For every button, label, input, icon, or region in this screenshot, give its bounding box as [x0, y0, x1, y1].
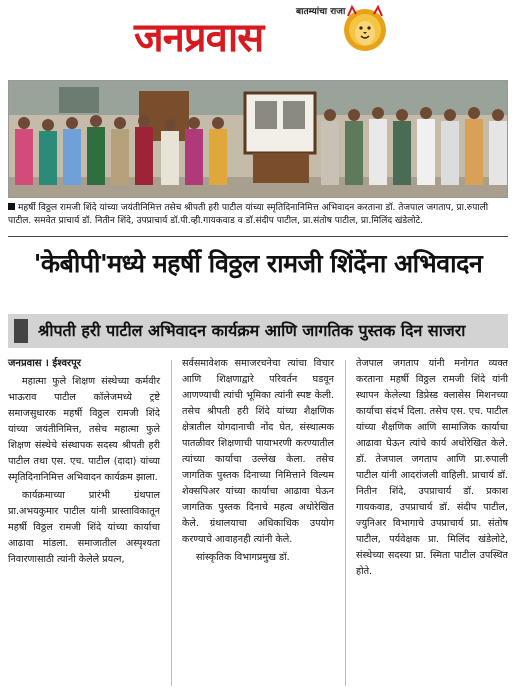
subhead-text: श्रीपती हरी पाटील अभिवादन कार्यक्रम आणि जागतिक पुस्तक दिन साजरा	[38, 321, 466, 340]
paragraph: सांस्कृतिक विभागप्रमुख डॉ.	[196, 552, 290, 563]
byline: जनप्रवास । ईश्वरपूर	[8, 358, 81, 369]
masthead-title: जनप्रवास	[134, 15, 264, 61]
paragraph: सर्वसमावेशक समाजरचनेचा त्यांचा विचार आणि शिक्षणाद्वारे परिवर्तन घडवून आणण्याची त्यांची भूमिका त्यांनी स्पष्ट केली. तसेच श्रीपती हरी शिंदे यांच्या शैक्षणिक क्षेत्रातील योगदानाची नोंद घेत, संस्थात्मक पातळीवर शिक्षणाची पायाभरणी करण्यातील त्यांच्या कार्याचा उल्लेख केला. तसेच जागतिक पुस्तक दिनाच्या निमित्ताने विल्यम शेक्सपिअर यांच्या कार्याचा आढावा घेऊन जागतिक पुस्तक दिनाचे महत्व अधोरेखित केले. ग्रंथालयाचा अधिकाधिक उपयोग करण्याचे आवाहनही त्यांनी केले.	[182, 358, 334, 545]
paragraph: महात्मा फुले शिक्षण संस्थेच्या कर्मवीर भाऊराव पाटील कॉलेजमध्ये ट्रष्टे समाजसुधारक महर्षी विठ्ठल रामजी शिंदे यांच्या जयंतीनिमित्त, तसेच महात्मा फुले शिक्षण संस्थेचे संस्थापक सदस्य श्रीपती हरी पाटील तथा एस. एच. पाटील (दादा) यांच्या स्मृतिदिनानिमित्त अभिवादन कार्यक्रम झाला.	[8, 376, 160, 483]
caption-bullet-icon	[8, 203, 15, 210]
lion-head-icon	[342, 4, 388, 58]
column-divider	[171, 360, 172, 686]
group-photo-illustration	[9, 81, 508, 198]
article-column-3	[356, 356, 508, 582]
subhead-bar-icon	[14, 319, 28, 343]
article-body	[8, 356, 508, 690]
divider	[8, 236, 508, 237]
article-column-1	[8, 356, 160, 570]
photo-caption	[8, 202, 510, 228]
headline: 'केबीपी'मध्ये महर्षी विठ्ठल रामजी शिंदेंना अभिवादन	[33, 249, 483, 278]
caption-text: महर्षी विठ्ठल रामजी शिंदे यांच्या जयंतीनिमित्त तसेच श्रीपती हरी पाटील यांच्या स्मृतिदिनानिमित्त अभिवादन करताना डॉ. तेजपाल जगताप, प्रा.रुपाली पाटील. समवेत प्राचार्य डॉ. नितीन शिंदे, उपप्राचार्य डॉ.पी.व्ही.गायकवाड व डॉ.संदीप पाटील, प्रा.संतोष पाटील, प्रा.मिलिंद खंडेलोटे.	[8, 203, 489, 226]
article-column-2	[182, 356, 334, 568]
column-divider	[345, 360, 346, 686]
masthead-tagline: बातम्यांचा राजा	[296, 7, 346, 17]
paragraph: तेजपाल जगताप यांनी मनोगत व्यक्त करताना महर्षी विठ्ठल रामजी शिंदे यांनी स्थापन केलेल्या डिप्रेस्ड क्लासेस मिशनच्या कार्याचा संदर्भ दिला. तसेच एस. एच. पाटील यांच्या शैक्षणिक आणि सामाजिक कार्याचा आढावा घेऊन त्यांचे कार्य अधोरेखित केले. डॉ. तेजपाल जगताप आणि प्रा.रुपाली पाटील यांनी आदरांजली वाहिली. प्राचार्य डॉ. नितीन शिंदे, उपप्राचार्य डॉ. प्रकाश गायकवाड, उपप्राचार्य डॉ. संदीप पाटील, ज्युनिअर विभागाचे उपप्राचार्य प्रा. संतोष पाटील, पर्यवेक्षक प्रा. मिलिंद खंडेलोटे, संस्थेच्या सदस्या प्रा. स्मिता पाटील उपस्थित होते.	[356, 358, 508, 577]
paragraph: कार्यक्रमाच्या प्रारंभी ग्रंथपाल प्रा.अभयकुमार पाटील यांनी प्रास्ताविकातून महर्षी विठ्ठल रामजी शिंदे यांच्या कार्याचा आढावा मांडला. समाजातील अस्पृश्यता निवारणासाठी त्यांनी केलेले प्रयत्न,	[8, 490, 160, 565]
group-photo	[8, 80, 508, 198]
subhead-banner	[8, 314, 508, 348]
masthead	[0, 0, 515, 74]
